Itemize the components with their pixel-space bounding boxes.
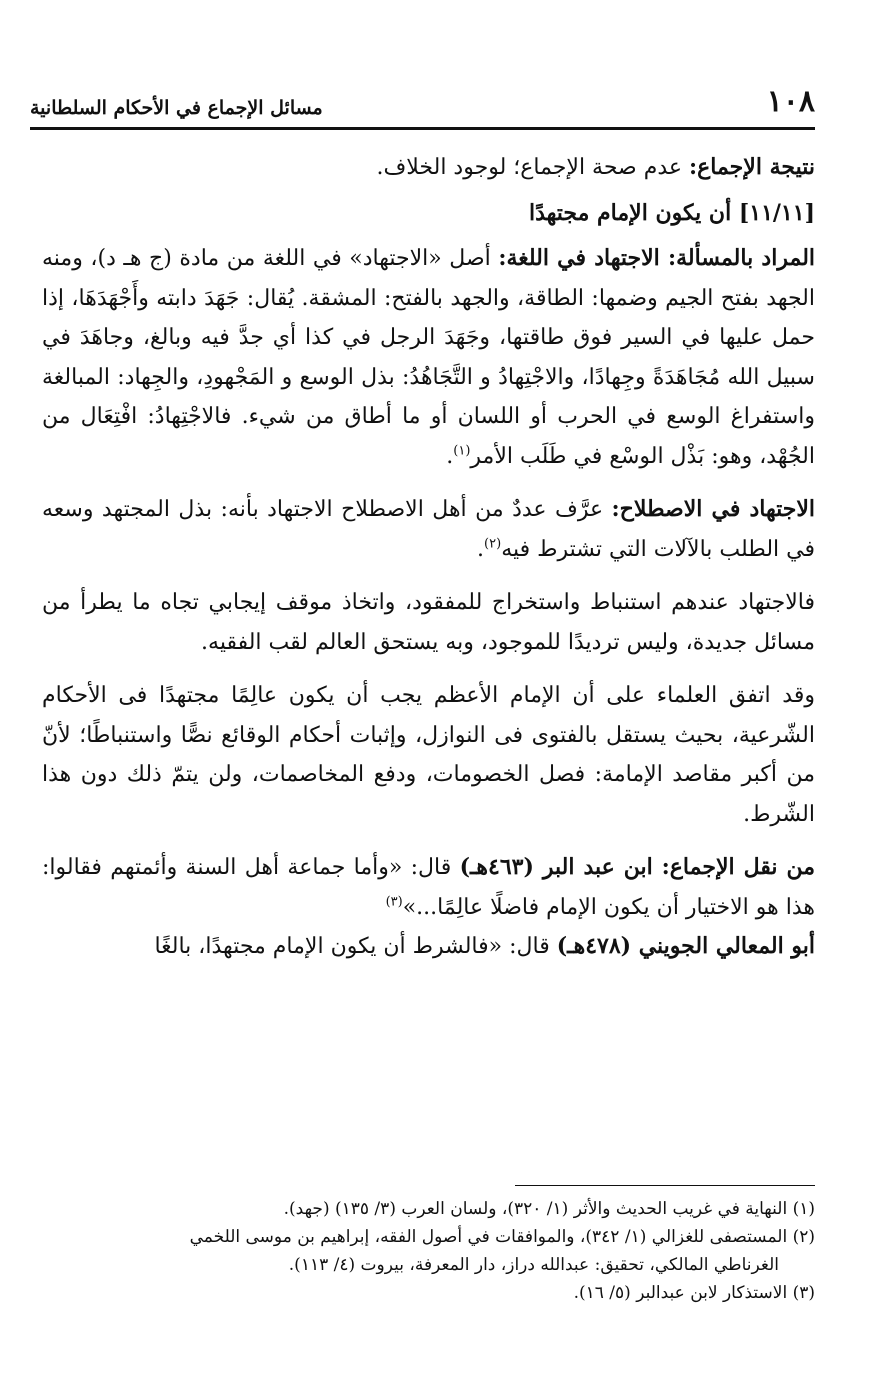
footnote-2-continued: الغرناطي المالكي، تحقيق: عبدالله دراز، دار المعرفة، بيروت (٤/ ١١٣). <box>288 1255 779 1275</box>
scholars-agreement-paragraph: وقد اتفق العلماء على أن الإمام الأعظم يجب أن يكون عالِمًا مجتهدًا فى الأحكام الشّرعية، بحيث يستقل بالفتوى فى النوازل، وإثبات أحكام الوقائع نصًّا واستنباطًا؛ لأنّ من أكبر مقاصد الإمامة: فصل الخصومات، ودفع المخاصمات، ولن يتمّ ذلك دون هذا الشّرط. <box>42 683 815 827</box>
linguistic-definition-text: أصل «الاجتهاد» في اللغة من مادة (ج هـ د)، ومنه الجهد بفتح الجيم وضمها: الطاقة، والجهد بالفتح: المشقة. يُقال: جَهَدَ دابته وأَجْهَدَهَا، إذا حمل عليها في السير فوق طاقتها، وجَهَدَ الرجل في كذا أي جدَّ فيه وبالغ، وجاهَدَ في سبيل الله مُجَاهَدَةً وجِهادًا، والاجْتِهادُ و التَّجَاهُدُ: بذل الوسع و المَجْهودِ، والجِهاد: المبالغة واستفراغ الوسع في الحرب أو اللسان أو ما أطاق من شيء. فالاجْتِهادُ: افْتِعَال من الجُهْد، وهو: بَذْل الوسْع في طَلَب الأمر <box>42 246 815 469</box>
technical-definition-paragraph: الاجتهاد في الاصطلاح: عرَّف عددٌ من أهل الاصطلاح الاجتهاد بأنه: بذل المجتهد وسعه في الطلب بالآلات التي تشترط فيه$^{(٢)}$. <box>42 496 815 562</box>
ibn-abd-al-barr-paragraph <box>42 848 815 927</box>
ijma-result-text: عدم صحة الإجماع؛ لوجود الخلاف. <box>376 155 690 180</box>
footnote-divider <box>515 1185 815 1186</box>
footnote-3: (٣) الاستذكار لابن عبدالبر (٥/ ١٦). <box>573 1283 815 1303</box>
juwayni-paragraph <box>42 927 815 967</box>
page-number: ١٠٨ <box>766 84 815 119</box>
footnote-ref-1[interactable]: (١) <box>453 443 471 459</box>
footnotes <box>42 1195 815 1307</box>
linguistic-definition-label: المراد بالمسألة: الاجتهاد في اللغة: <box>498 245 816 271</box>
ijma-result-label: نتيجة الإجماع: <box>689 154 815 180</box>
page-header <box>30 78 815 130</box>
running-title: مسائل الإجماع في الأحكام السلطانية <box>30 97 323 119</box>
ijma-result-paragraph <box>42 148 815 188</box>
technical-definition-label: الاجتهاد في الاصطلاح: <box>611 496 815 522</box>
ibn-abd-al-barr-quote: قال: «وأما جماعة أهل السنة وأئمتهم فقالوا: هذا هو الاختيار أن يكون الإمام فاضلًا عالِمًا...» <box>42 855 815 920</box>
technical-definition-text: عرَّف عددٌ من أهل الاصطلاح الاجتهاد بأنه: بذل المجتهد وسعه في الطلب بالآلات التي تشترط فيه <box>42 497 815 562</box>
footnote-1: (١) النهاية في غريب الحديث والأثر (١/ ٣٢٠)، ولسان العرب (٣/ ١٣٥) (جهد). <box>283 1199 815 1219</box>
linguistic-definition-paragraph: المراد بالمسألة: الاجتهاد في اللغة: أصل «الاجتهاد» في اللغة من مادة (ج هـ د)، ومنه الجهد بفتح الجيم وضمها: الطاقة، والجهد بالفتح: المشقة. يُقال: جَهَدَ دابته وأَجْهَدَهَا، إذا حمل عليها في السير فوق طاقتها، وجَهَدَ الرجل في كذا أي جدَّ فيه وبالغ، وجاهَدَ في سبيل الله مُجَاهَدَةً وجِهادًا، والاجْتِهادُ و التَّجَاهُدُ: بذل الوسع و المَجْهودِ، والجِهاد: المبالغة واستفراغ الوسع في الحرب أو اللسان أو ما أطاق من شيء. فالاجْتِهادُ: افْتِعَال من الجُهْد، وهو: بَذْل الوسْع في طَلَب الأمر$^{(١)}$. <box>42 245 816 469</box>
footnote-2: (٢) المستصفى للغزالي (١/ ٣٤٢)، والموافقات في أصول الفقه، إبراهيم بن موسى اللخمي <box>189 1227 815 1247</box>
ijtihad-explanation-paragraph: فالاجتهاد عندهم استنباط واستخراج للمفقود، واتخاذ موقف إيجابي تجاه ما يطرأ من مسائل جديدة، وليس ترديدًا للموجود، وبه يستحق العالم لقب الفقيه. <box>42 590 815 655</box>
juwayni-label: أبو المعالي الجويني (٤٧٨هـ) <box>556 933 815 959</box>
footnote-ref-2[interactable]: (٢) <box>484 536 502 552</box>
main-text <box>42 148 815 967</box>
section-heading: [١١/١١] أن يكون الإمام مجتهدًا <box>528 199 815 226</box>
juwayni-quote: قال: «فالشرط أن يكون الإمام مجتهدًا، بالغًا <box>154 934 557 959</box>
ibn-abd-al-barr-label: من نقل الإجماع: ابن عبد البر (٤٦٣هـ) <box>459 854 815 880</box>
footnote-ref-3[interactable]: (٣) <box>385 894 403 910</box>
